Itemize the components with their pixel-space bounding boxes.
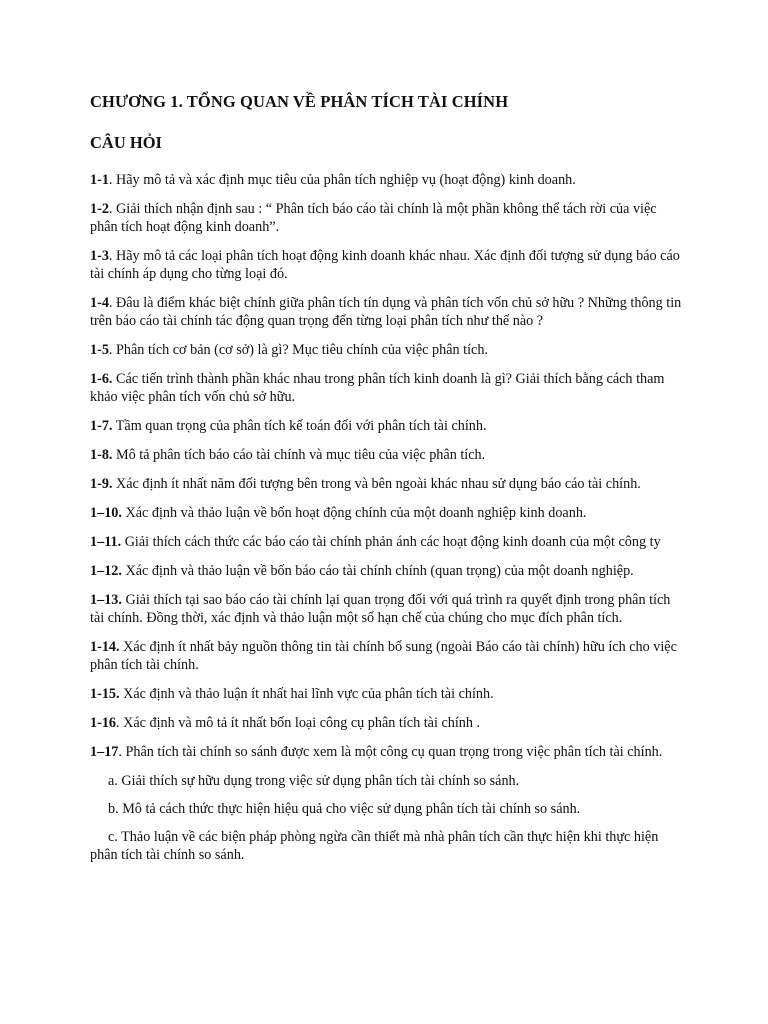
question-number: 1-4 — [90, 295, 109, 311]
question-number: 1–12. — [90, 563, 122, 579]
question-number: 1-2 — [90, 201, 109, 217]
subquestion-c: c. Thảo luận về các biện pháp phòng ngừa cần thiết mà nhà phân tích cần thực hiện khi thực hiện phân tích tài chính so sánh. — [90, 829, 659, 863]
question-number: 1–17 — [90, 744, 119, 760]
question-1-15 — [90, 685, 682, 703]
subquestion-list — [90, 772, 682, 864]
question-number: 1-8. — [90, 447, 113, 463]
question-text: Xác định và thảo luận về bốn hoạt động chính của một doanh nghiệp kinh doanh. — [121, 505, 587, 521]
question-1-7 — [90, 417, 682, 435]
subquestion-b: b. Mô tả cách thức thực hiện hiệu quả cho việc sử dụng phân tích tài chính so sánh. — [108, 801, 581, 817]
question-1-9 — [90, 475, 682, 493]
question-text: Xác định và thảo luận về bốn báo cáo tài chính chính (quan trọng) của một doanh nghiệp. — [121, 563, 634, 579]
question-1-10 — [90, 504, 682, 522]
question-text: . Hãy mô tả và xác định mục tiêu của phân tích nghiệp vụ (hoạt động) kinh doanh. — [108, 172, 576, 188]
question-1-11 — [90, 533, 682, 551]
question-1-13 — [90, 591, 682, 627]
question-1-3 — [90, 247, 682, 283]
question-text: Giải thích cách thức các báo cáo tài chính phản ánh các hoạt động kinh doanh của một công ty — [121, 534, 661, 550]
question-text: . Xác định và mô tả ít nhất bốn loại công cụ phân tích tài chính . — [116, 715, 481, 731]
question-number: 1-5 — [90, 342, 109, 358]
question-1-8 — [90, 446, 682, 464]
question-text: Mô tả phân tích báo cáo tài chính và mục tiêu của việc phân tích. — [112, 447, 486, 463]
question-text: . Giải thích nhận định sau : “ Phân tích báo cáo tài chính là một phần không thể tách rời của việc phân tích hoạt động kinh doanh”. — [90, 201, 657, 235]
question-1-1 — [90, 171, 682, 189]
question-number: 1–10. — [90, 505, 122, 521]
section-title: CÂU HỎI — [90, 133, 162, 152]
question-number: 1–11. — [90, 534, 122, 550]
question-1-4 — [90, 294, 682, 330]
question-number: 1-15. — [90, 686, 120, 702]
question-text: Các tiến trình thành phần khác nhau trong phân tích kinh doanh là gì? Giải thích bằng cách tham khảo việc phân tích vốn chủ sở hữu. — [90, 371, 665, 405]
question-1-17 — [90, 743, 682, 761]
question-number: 1-14. — [90, 639, 120, 655]
question-list — [90, 171, 682, 864]
question-text: Giải thích tại sao báo cáo tài chính lại quan trọng đối với quá trình ra quyết định trong phân tích tài chính. Đồng thời, xác định và thảo luận một số hạn chế của chúng cho mục đích phân tích. — [90, 592, 671, 626]
question-text: . Phân tích tài chính so sánh được xem là một công cụ quan trọng trong việc phân tích tài chính. — [118, 744, 663, 760]
question-text: . Đâu là điểm khác biệt chính giữa phân tích tín dụng và phân tích vốn chủ sở hữu ? Những thông tin trên báo cáo tài chính tác động quan trọng đến từng loại phân tích như thế nào ? — [90, 295, 682, 329]
question-number: 1–13. — [90, 592, 122, 608]
question-text: Xác định ít nhất năm đối tượng bên trong và bên ngoài khác nhau sử dụng báo cáo tài chính. — [112, 476, 641, 492]
question-text: Xác định ít nhất bảy nguồn thông tin tài chính bổ sung (ngoài Báo cáo tài chính) hữu ích cho việc phân tích tài chính. — [90, 639, 677, 673]
subquestion-a: a. Giải thích sự hữu dụng trong việc sử dụng phân tích tài chính so sánh. — [108, 773, 520, 789]
question-number: 1-9. — [90, 476, 113, 492]
question-text: . Phân tích cơ bản (cơ sở) là gì? Mục tiêu chính của việc phân tích. — [108, 342, 488, 358]
question-text: . Hãy mô tả các loại phân tích hoạt động kinh doanh khác nhau. Xác định đối tượng sử dụng báo cáo tài chính áp dụng cho từng loại đó. — [90, 248, 680, 282]
question-1-16 — [90, 714, 682, 732]
question-number: 1-6. — [90, 371, 113, 387]
question-1-5 — [90, 341, 682, 359]
chapter-title: CHƯƠNG 1. TỔNG QUAN VỀ PHÂN TÍCH TÀI CHÍNH — [90, 92, 509, 111]
question-1-14 — [90, 638, 682, 674]
question-text: Xác định và thảo luận ít nhất hai lĩnh vực của phân tích tài chính. — [119, 686, 494, 702]
question-text: Tầm quan trọng của phân tích kế toán đối với phân tích tài chính. — [112, 418, 487, 434]
question-1-6 — [90, 370, 682, 406]
question-1-2 — [90, 200, 682, 236]
question-1-12 — [90, 562, 682, 580]
question-number: 1-7. — [90, 418, 113, 434]
question-number: 1-3 — [90, 248, 109, 264]
question-number: 1-16 — [90, 715, 117, 731]
question-number: 1-1 — [90, 172, 109, 188]
